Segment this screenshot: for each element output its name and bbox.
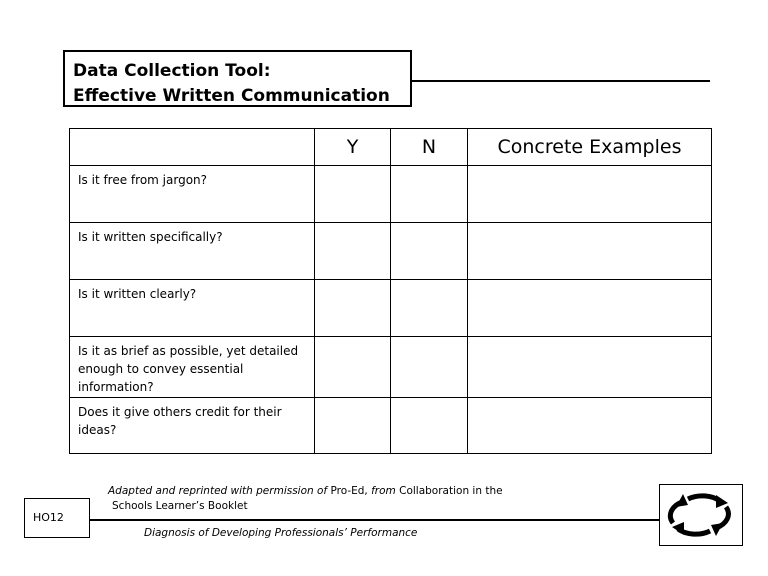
- table-row: [70, 398, 712, 454]
- examples-cell[interactable]: [468, 223, 712, 280]
- title-rule: [412, 80, 710, 82]
- question-cell: Does it give others credit for their ideas?: [70, 398, 315, 454]
- credit-italic-1: Adapted and reprinted with permission of: [108, 485, 328, 497]
- examples-cell[interactable]: [468, 166, 712, 223]
- data-collection-table: [69, 128, 712, 454]
- credit-plain-2: Collaboration in the: [395, 485, 503, 497]
- header-concrete-examples: Concrete Examples: [468, 129, 712, 166]
- question-cell: Is it as brief as possible, yet detailed enough to convey essential information?: [70, 337, 315, 398]
- credit-italic-2: from: [371, 485, 396, 497]
- question-cell: Is it written clearly?: [70, 280, 315, 337]
- no-cell[interactable]: [391, 280, 468, 337]
- yes-cell[interactable]: [315, 280, 391, 337]
- table-row: [70, 280, 712, 337]
- yes-cell[interactable]: [315, 223, 391, 280]
- no-cell[interactable]: [391, 166, 468, 223]
- logo-box: [659, 484, 743, 546]
- no-cell[interactable]: [391, 398, 468, 454]
- header-yes: Y: [315, 129, 391, 166]
- footer-rule: [90, 519, 670, 521]
- credit-text: [108, 484, 588, 514]
- header-question-cell: [70, 129, 315, 166]
- table-row: [70, 337, 712, 398]
- title-line-2: Effective Written Communication: [73, 86, 390, 106]
- credit-plain-1: Pro-Ed,: [327, 485, 372, 497]
- table-row: [70, 166, 712, 223]
- examples-cell[interactable]: [468, 398, 712, 454]
- examples-cell[interactable]: [468, 280, 712, 337]
- yes-cell[interactable]: [315, 166, 391, 223]
- footer-subtitle: Diagnosis of Developing Professionals’ Performance: [144, 527, 418, 539]
- no-cell[interactable]: [391, 337, 468, 398]
- credit-line-2: Schools Learner’s Booklet: [112, 500, 248, 512]
- examples-cell[interactable]: [468, 337, 712, 398]
- header-no: N: [391, 129, 468, 166]
- table-row: [70, 223, 712, 280]
- yes-cell[interactable]: [315, 337, 391, 398]
- no-cell[interactable]: [391, 223, 468, 280]
- question-cell: Is it written specifically?: [70, 223, 315, 280]
- yes-cell[interactable]: [315, 398, 391, 454]
- handout-id-box: [24, 498, 90, 538]
- title-box: [63, 50, 412, 107]
- table-header-row: [70, 129, 712, 166]
- circular-arrows-icon: [660, 485, 742, 545]
- title-line-1: Data Collection Tool:: [73, 61, 271, 81]
- handout-id: HO12: [33, 511, 64, 524]
- question-cell: Is it free from jargon?: [70, 166, 315, 223]
